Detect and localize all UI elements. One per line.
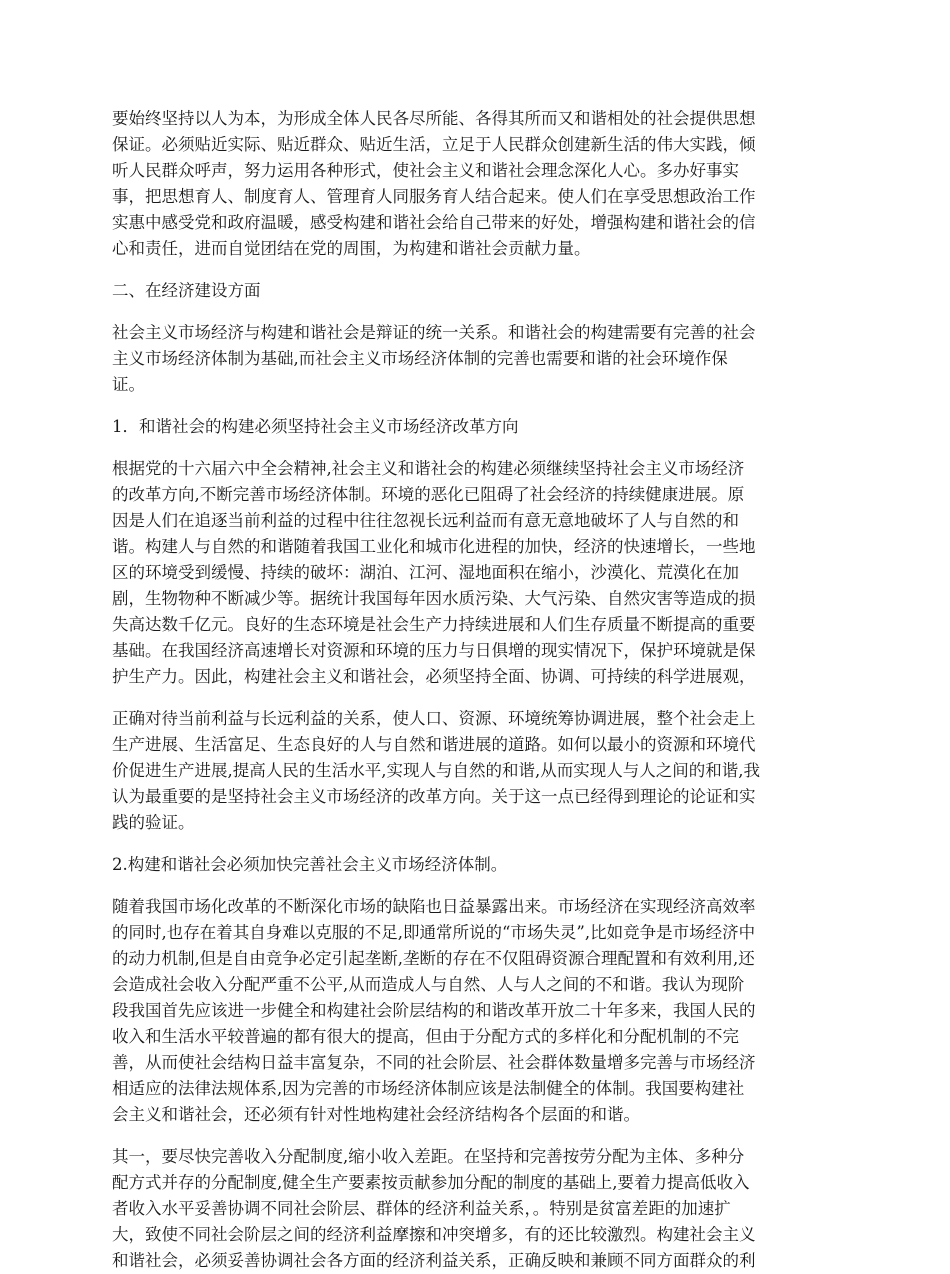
document-page (112, 106, 844, 1274)
paragraph-intro: 要始终坚持以人为本，为形成全体人民各尽所能、各得其所而又和谐相处的社会提供思想 保证。必须贴近实际、贴近群众、贴近生活，立足于人民群众创建新生活的伟大实践，倾 听人民群众呼声，努力运用各种形式，使社会主义和谐社会理念深化人心。多办好事实 事，把思想育人、制度育人、管理育人同服务育人结合起来。使人们在享受思想政治工作 实惠中感受党和政府温暖，感受构建和谐社会给自己带来的好处，增强构建和谐社会的信 心和责任，进而自觉团结在党的周围，为构建和谐社会贡献力量。 (112, 109, 756, 258)
paragraph-income-distribution: 其一，要尽快完善收入分配制度,缩小收入差距。在坚持和完善按劳分配为主体、多种分 配方式并存的分配制度,健全生产要素按贡献参加分配的制度的基础上,要着力提高低收入 者收入水平妥善协调不同社会阶层、群体的经济利益关系，。特别是贫富差距的加速扩 大，致使不同社会阶层之间的经济利益摩擦和冲突增多，有的还比较激烈。构建社会主义 和谐社会，必须妥善协调社会各方面的经济利益关系，正确反映和兼顾不同方面群众的利 (112, 1147, 756, 1270)
subheading-1: 1．和谐社会的构建必须坚持社会主义市场经济改革方向 (112, 417, 519, 436)
paragraph-market-economy: 社会主义市场经济与构建和谐社会是辩证的统一关系。和谐社会的构建需要有完善的社会 主义市场经济体制为基础,而社会主义市场经济体制的完善也需要和谐的社会环境作保 证。 (112, 323, 756, 394)
paragraph-market-failure: 随着我国市场化改革的不断深化市场的缺陷也日益暴露出来。市场经济在实现经济高效率 的同时,也存在着其自身难以克服的不足,即通常所说的“市场失灵”,比如竞争是市场经济中 的动力机制,但是自由竞争必定引起垄断,垄断的存在不仅阻碍资源合理配置和有效利用,还 会造成社会收入分配严重不公平,从而造成人与自然、人与人之间的不和谐。我认为现阶 段我国首先应该进一步健全和构建社会阶层结构的和谐改革开放二十年多来，我国人民的 收入和生活水平较普遍的都有很大的提高，但由于分配方式的多样化和分配机制的不完 善，从而使社会结构日益丰富复杂，不同的社会阶层、社会群体数量增多完善与市场经济 相适应的法律法规体系,因为完善的市场经济体制应该是法制健全的体制。我国要构建社 会主义和谐社会，还必须有针对性地构建社会经济结构各个层面的和谐。 (112, 897, 756, 1124)
paragraph-long-term-interest: 正确对待当前利益与长远利益的关系，使人口、资源、环境统筹协调进展，整个社会走上 生产进展、生活富足、生态良好的人与自然和谐进展的道路。如何以最小的资源和环境代 价促进生产进展,提高人民的生活水平,实现人与自然的和谐,从而实现人与人之间的和谐,我 认为最重要的是坚持社会主义市场经济的改革方向。关于这一点已经得到理论的论证和实 践的验证。 (112, 709, 760, 832)
subheading-2: 2.构建和谐社会必须加快完善社会主义市场经济体制。 (112, 855, 508, 874)
section-heading-economic: 二、在经济建设方面 (112, 281, 261, 300)
paragraph-reform-direction: 根据党的十六届六中全会精神,社会主义和谐社会的构建必须继续坚持社会主义市场经济 的改革方向,不断完善市场经济体制。环境的恶化已阻碍了社会经济的持续健康进展。原 因是人们在追逐当前利益的过程中往往忽视长远利益而有意无意地破坏了人与自然的和 谐。构建人与自然的和谐随着我国工业化和城市化进程的加快，经济的快速增长，一些地 区的环境受到缓慢、持续的破坏：湖泊、江河、湿地面积在缩小，沙漠化、荒漠化在加 剧，生物物种不断减少等。据统计我国每年因水质污染、大气污染、自然灾害等造成的损 失高达数千亿元。良好的生态环境是社会生产力持续进展和人们生存质量不断提高的重要 基础。在我国经济高速增长对资源和环境的压力与日俱增的现实情况下，保护环境就是保 护生产力。因此，构建社会主义和谐社会，必须坚持全面、协调、可持续的科学进展观， (112, 459, 756, 686)
